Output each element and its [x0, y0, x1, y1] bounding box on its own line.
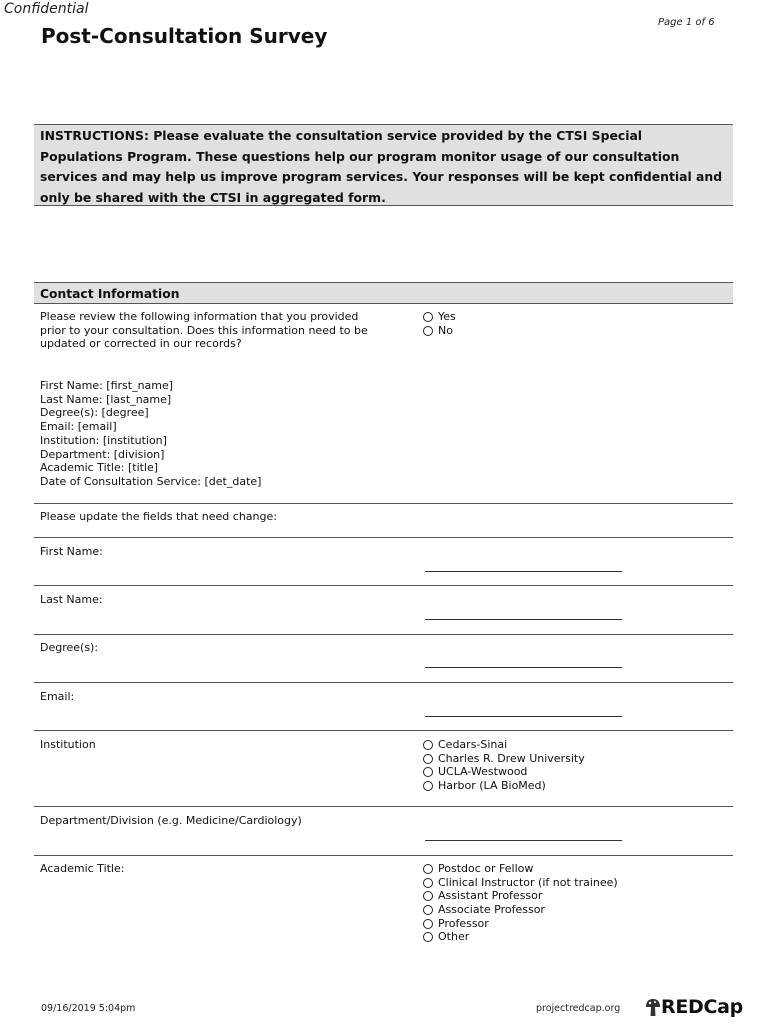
option-assistant-professor[interactable]: Assistant Professor [423, 889, 618, 903]
radio-circle-icon[interactable] [423, 326, 433, 336]
department-label: Department/Division (e.g. Medicine/Cardiology) [40, 814, 302, 827]
review-question-text: Please review the following information that you provided prior to your consultation. Does this information need to be updated or corrected in our records? [40, 310, 368, 351]
option-no[interactable]: No [423, 324, 456, 338]
radio-circle-icon[interactable] [423, 891, 433, 901]
radio-circle-icon[interactable] [423, 932, 433, 942]
option-clinical-instructor[interactable]: Clinical Instructor (if not trainee) [423, 876, 618, 890]
footer-url: projectredcap.org [536, 1003, 621, 1014]
confidential-label: Confidential [4, 1, 89, 17]
divider [34, 855, 733, 856]
degree-input[interactable] [425, 667, 622, 668]
email-label: Email: [40, 690, 75, 703]
radio-circle-icon[interactable] [423, 740, 433, 750]
radio-circle-icon[interactable] [423, 919, 433, 929]
first-name-label: First Name: [40, 545, 103, 558]
section-header-contact-information [34, 282, 733, 304]
email-input[interactable] [425, 716, 622, 717]
page-title: Post-Consultation Survey [41, 24, 328, 48]
last-name-input[interactable] [425, 619, 622, 620]
option-cedars-sinai[interactable]: Cedars-Sinai [423, 738, 585, 752]
department-input[interactable] [425, 840, 622, 841]
option-professor[interactable]: Professor [423, 917, 618, 931]
divider [34, 634, 733, 635]
radio-circle-icon[interactable] [423, 754, 433, 764]
first-name-input[interactable] [425, 571, 622, 572]
degree-label: Degree(s): [40, 641, 99, 654]
footer-timestamp: 09/16/2019 5:04pm [41, 1003, 136, 1014]
instructions-box: INSTRUCTIONS: Please evaluate the consultation service provided by the CTSI Special Populations Program. These questions help our program monitor usage of our consultation services and may help us improve program services. Your responses will be kept confidential and only be shared with the CTSI in aggregated form. [34, 124, 733, 206]
radio-circle-icon[interactable] [423, 864, 433, 874]
option-other[interactable]: Other [423, 930, 618, 944]
option-ucla-westwood[interactable]: UCLA-Westwood [423, 765, 585, 779]
radio-circle-icon[interactable] [423, 905, 433, 915]
divider [34, 537, 733, 538]
divider [34, 682, 733, 683]
radio-circle-icon[interactable] [423, 767, 433, 777]
radio-circle-icon[interactable] [423, 878, 433, 888]
divider [34, 806, 733, 807]
divider [34, 585, 733, 586]
option-postdoc[interactable]: Postdoc or Fellow [423, 862, 618, 876]
option-associate-professor[interactable]: Associate Professor [423, 903, 618, 917]
last-name-label: Last Name: [40, 593, 103, 606]
academic-title-options [423, 862, 618, 944]
review-options [423, 310, 456, 337]
option-charles-drew[interactable]: Charles R. Drew University [423, 752, 585, 766]
page-number: Page 1 of 6 [658, 17, 715, 28]
review-question-fields: First Name: [first_name] Last Name: [last_name] Degree(s): [degree] Email: [email] Institution: [institution] Department: [division] Academic Title: [title] Date of Consultation Service: [det_date] [40, 379, 262, 488]
institution-label: Institution [40, 738, 96, 751]
section-title: Contact Information [40, 287, 180, 301]
academic-title-label: Academic Title: [40, 862, 125, 875]
update-prompt: Please update the fields that need change: [40, 510, 277, 523]
option-harbor[interactable]: Harbor (LA BioMed) [423, 779, 585, 793]
radio-circle-icon[interactable] [423, 312, 433, 322]
divider [34, 503, 733, 504]
divider [34, 730, 733, 731]
radio-circle-icon[interactable] [423, 781, 433, 791]
institution-options [423, 738, 585, 793]
option-yes[interactable]: Yes [423, 310, 456, 324]
redcap-mushroom-icon [645, 998, 661, 1018]
redcap-logo-text: REDCap [661, 996, 743, 1018]
redcap-logo [645, 996, 743, 1018]
